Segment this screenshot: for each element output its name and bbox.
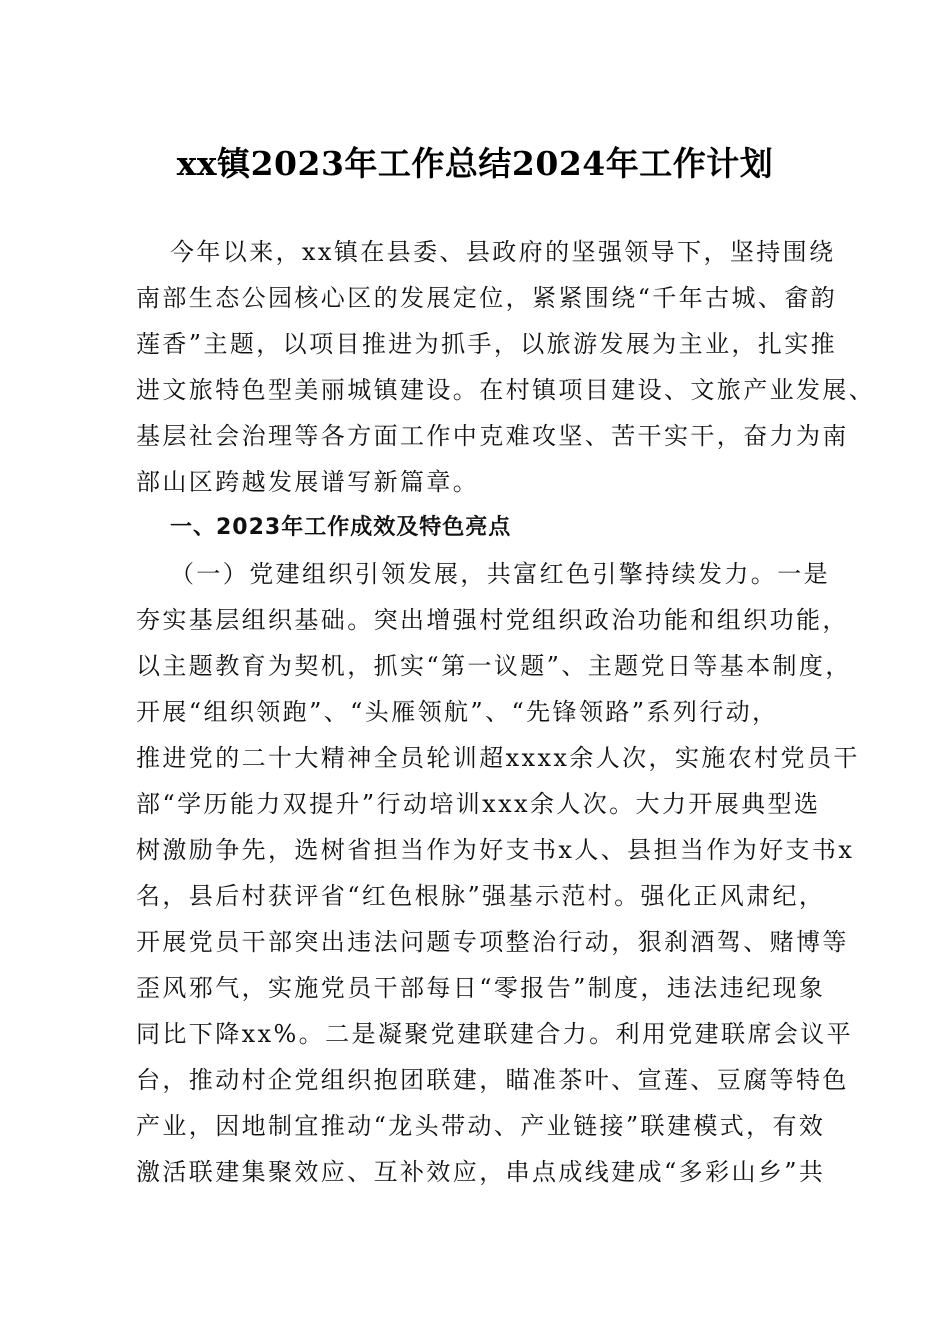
body-line: 台，推动村企党组织抱团联建，瞄准茶叶、宣莲、豆腐等特色 (136, 1066, 849, 1094)
body-line: 同比下降xx%。二是凝聚党建联建合力。利用党建联席会议平 (136, 1020, 854, 1048)
intro-line: 基层社会治理等各方面工作中克难攻坚、苦干实干，奋力为南 (136, 422, 849, 450)
intro-line: 部山区跨越发展谱写新篇章。 (136, 468, 480, 496)
body-line: （一）党建组织引领发展，共富红色引擎持续发力。一是 (170, 560, 830, 588)
body-line: 以主题教育为契机，抓实“第一议题”、主题党日等基本制度， (136, 652, 852, 680)
body-line: 树激励争先，选树省担当作为好支书x人、县担当作为好支书x (136, 836, 855, 864)
body-line: 推进党的二十大精神全员轮训超xxxx余人次，实施农村党员干 (136, 744, 860, 772)
intro-line: 进文旅特色型美丽城镇建设。在村镇项目建设、文旅产业发展、 (136, 376, 876, 404)
body-line: 开展“组织领跑”、“头雁领航”、“先锋领路”系列行动， (136, 698, 779, 726)
intro-line: 南部生态公园核心区的发展定位，紧紧围绕“千年古城、畲韵 (136, 284, 838, 312)
intro-line: 今年以来，xx镇在县委、县政府的坚强领导下，坚持围绕 (170, 238, 836, 266)
body-line: 歪风邪气，实施党员干部每日“零报告”制度，违法违纪现象 (136, 974, 826, 1002)
document-title: xx镇2023年工作总结2024年工作计划 (176, 144, 774, 183)
body-line: 夯实基层组织基础。突出增强村党组织政治功能和组织功能， (136, 606, 849, 634)
body-line: 部“学历能力双提升”行动培训xxx余人次。大力开展典型选 (136, 790, 821, 818)
body-line: 名，县后村获评省“红色根脉”强基示范村。强化正风肃纪， (136, 882, 826, 910)
body-line: 激活联建集聚效应、互补效应，串点成线建成“多彩山乡”共 (136, 1158, 826, 1186)
section-heading: 一、2023年工作成效及特色亮点 (170, 515, 512, 540)
intro-line: 莲香”主题，以项目推进为抓手，以旅游发展为主业，扎实推 (136, 330, 838, 358)
body-line: 开展党员干部突出违法问题专项整治行动，狠刹酒驾、赌博等 (136, 928, 849, 956)
body-line: 产业，因地制宜推动“龙头带动、产业链接”联建模式，有效 (136, 1112, 826, 1140)
